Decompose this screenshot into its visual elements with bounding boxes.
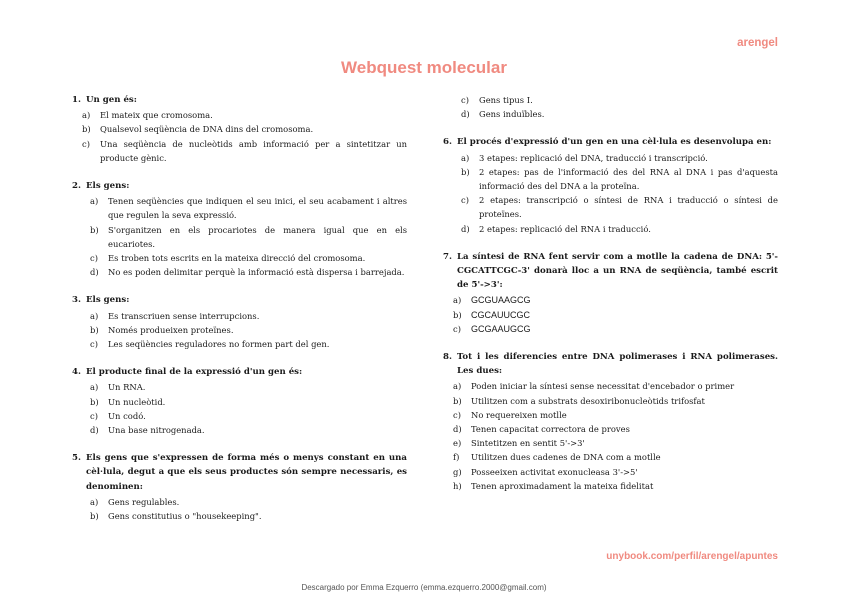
option: b) Només produeixen proteïnes.: [90, 324, 234, 335]
option: b) 2 etapes: pas de l'informació des del RNA al DNA i pas d'aquesta informació des del DNA a la proteïna.: [461, 166, 778, 192]
option: c) GCGAAUGCG: [453, 323, 531, 334]
option: e) Sintetitzen en sentit 5'->3': [453, 438, 585, 449]
question-number: 6.: [443, 137, 452, 148]
question-text: El procés d'expressió d'un gen en una cèl·lula es desenvolupa en:: [457, 137, 772, 148]
question-text: Els gens:: [86, 295, 130, 306]
option: a) 3 etapes: replicació del DNA, traducció i transcripció.: [461, 152, 708, 163]
option: a) Es transcriuen sense interrupcions.: [90, 310, 260, 321]
option: c) Una seqüència de nucleòtids amb informació per a sintetitzar un producte gènic.: [82, 138, 407, 163]
option: d) Tenen capacitat correctora de proves: [453, 424, 630, 435]
option: a) Poden iniciar la síntesi sense necessitat d'encebador o primer: [453, 381, 735, 392]
question-6: [443, 135, 778, 235]
option: d) No es poden delimitar perquè la informació està dispersa i barrejada.: [90, 267, 405, 278]
option: f) Utilitzen dues cadenes de DNA com a motlle: [453, 452, 661, 463]
question-text: La síntesi de RNA fent servir com a motlle la cadena de DNA: 5'-CGCATTCGC-3' donarà lloc a un RNA de seqüència, també escrit de 5'->3':: [457, 251, 778, 291]
question-number: 4.: [72, 367, 81, 378]
question-number: 1.: [72, 95, 81, 105]
page-title: Webquest molecular: [341, 58, 507, 77]
option: b) S'organitzen en els procariotes de manera igual que en els eucariotes.: [90, 224, 407, 249]
question-5-continued: [443, 93, 778, 121]
question-number: 3.: [72, 295, 81, 306]
question-8: [443, 350, 778, 493]
option: d) Una base nitrogenada.: [90, 425, 205, 436]
option: b) Qualsevol seqüència de DNA dins del cromosoma.: [82, 124, 314, 135]
question-number: 7.: [443, 251, 452, 262]
option: a) GCGUAAGCG: [453, 295, 531, 306]
question-text: El producte final de la expressió d'un gen és:: [86, 367, 303, 378]
option: g) Posseeixen activitat exonucleasa 3'->5': [453, 466, 638, 477]
question-number: 5.: [72, 453, 81, 464]
option: c) Un codó.: [90, 410, 146, 421]
profile-link[interactable]: unybook.com/perfil/arengel/apuntes: [606, 551, 778, 562]
option: b) Un nucleòtid.: [90, 396, 166, 407]
question-text: Els gens que s'expressen de forma més o menys constant en una cèl·lula, degut a que els seus productes són sempre necessaris, es denominen:: [86, 453, 407, 492]
question-2: [72, 179, 407, 279]
right-column: [443, 93, 778, 507]
option: b) Gens constitutius o "housekeeping".: [90, 511, 262, 522]
option: a) Gens regulables.: [90, 496, 180, 507]
question-3: [72, 293, 407, 351]
option: c) Les seqüències reguladores no formen part del gen.: [90, 339, 330, 350]
option: b) CGCAUUCGC: [453, 309, 531, 320]
option: a) El mateix que cromosoma.: [82, 110, 213, 121]
download-notice: Descargado por Emma Ezquerro (emma.ezquerro.2000@gmail.com): [301, 583, 547, 592]
option: c) Es troben tots escrits en la mateixa direcció del cromosoma.: [90, 253, 366, 264]
option: c) 2 etapes: transcripció o síntesi de RNA i traducció o síntesi de proteïnes.: [461, 195, 778, 220]
option: a) Un RNA.: [90, 382, 146, 393]
brand-label: arengel: [737, 37, 778, 49]
question-text: Tot i les diferencies entre DNA polimerases i RNA polimerases. Les dues:: [457, 352, 778, 377]
option: c) Gens tipus I.: [461, 95, 533, 105]
question-5: [72, 451, 407, 523]
question-1: [72, 93, 407, 165]
option: d) 2 etapes: replicació del RNA i traducció.: [461, 223, 651, 234]
option: d) Gens induïbles.: [461, 109, 545, 120]
left-column: [72, 93, 407, 537]
option: c) No requereixen motlle: [453, 409, 567, 420]
option: b) Utilitzen com a substrats desoxiribonucleòtids trifosfat: [453, 395, 705, 406]
question-number: 2.: [72, 181, 81, 192]
question-4: [72, 365, 407, 437]
question-text: Els gens:: [86, 181, 130, 192]
question-number: 8.: [443, 352, 452, 363]
option: h) Tenen aproximadament la mateixa fidelitat: [453, 480, 654, 491]
question-text: Un gen és:: [86, 95, 137, 105]
option: a) Tenen seqüències que indiquen el seu inici, el seu acabament i altres que regulen la seva expressió.: [90, 196, 407, 221]
question-7: [443, 250, 778, 336]
